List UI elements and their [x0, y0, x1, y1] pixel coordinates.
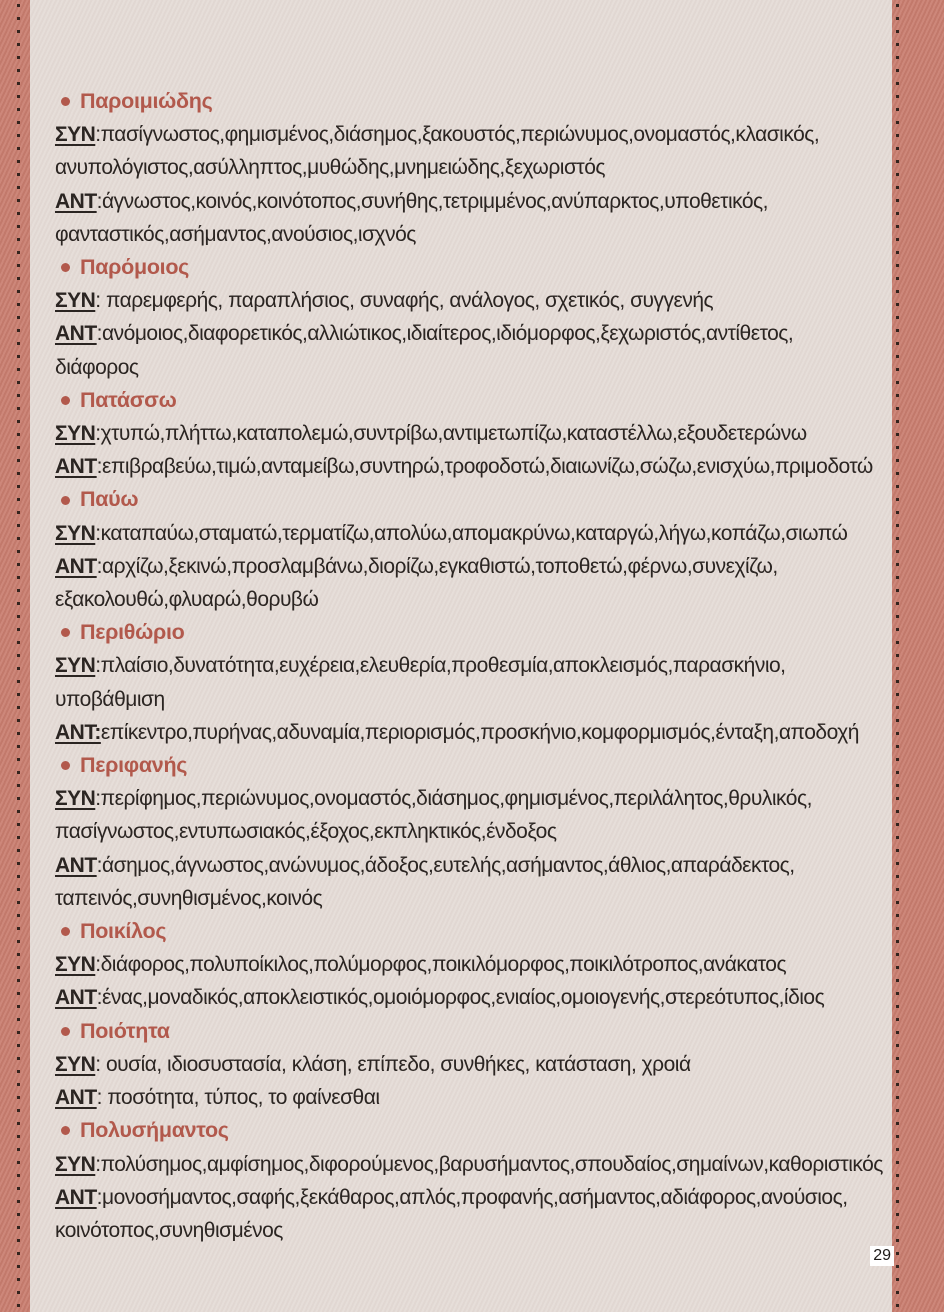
antonyms-line — [55, 1181, 878, 1214]
bullet-icon — [61, 927, 70, 936]
ant-label: ΑΝΤ — [55, 1086, 97, 1110]
antonyms-line-continued: διάφορος — [55, 355, 139, 379]
ant-text: :ένας,μοναδικός,αποκλειστικός,ομοιόμορφος,ενιαίος,ομοιογενής,στερεότυπος,ίδιος — [96, 986, 825, 1010]
antonyms-line-continued: εξακολουθώ,φλυαρώ,θορυβώ — [55, 588, 319, 612]
entry-header — [55, 915, 878, 948]
entry-headword: Περιφανής — [80, 753, 188, 778]
entry-headword: Πατάσσω — [80, 387, 177, 412]
dictionary-entry — [55, 749, 878, 915]
antonyms-line — [55, 450, 878, 483]
syn-text: : παρεμφερής, παραπλήσιος, συναφής, ανάλογος, σχετικός, συγγενής — [95, 289, 714, 313]
synonyms-line — [55, 782, 878, 815]
dictionary-entry — [55, 384, 878, 484]
synonyms-line — [55, 284, 878, 317]
syn-label: ΣΥΝ — [55, 521, 96, 545]
bullet-icon — [61, 761, 70, 770]
entry-headword: Παρόμοιος — [80, 255, 190, 280]
entry-header — [55, 749, 878, 782]
synonyms-line — [55, 1148, 883, 1181]
entry-headword: Περιθώριο — [80, 620, 185, 645]
syn-text: : ουσία, ιδιοσυστασία, κλάση, επίπεδο, συνθήκες, κατάσταση, χροιά — [95, 1052, 691, 1076]
bullet-icon — [61, 263, 70, 272]
entry-headword: Ποιότητα — [80, 1018, 170, 1043]
bullet-icon — [61, 496, 70, 505]
bullet-icon — [61, 1126, 70, 1135]
antonyms-line — [55, 981, 878, 1014]
syn-text: :περίφημος,περιώνυμος,ονομαστός,διάσημος,φημισμένος,περιλάλητος,θρυλικός, — [95, 787, 812, 811]
dotted-line-left — [17, 4, 20, 1312]
ant-label: ΑΝΤ — [55, 554, 97, 578]
ant-label: ΑΝΤ: — [55, 720, 101, 744]
antonyms-line-continued: φανταστικός,ασήμαντος,ανούσιος,ισχνός — [55, 222, 416, 246]
ant-label: ΑΝΤ — [55, 455, 97, 479]
ant-text: :ανόμοιος,διαφορετικός,αλλιώτικος,ιδιαίτερος,ιδιόμορφος,ξεχωριστός,αντίθετος, — [96, 322, 794, 346]
entry-headword: Παροιμιώδης — [80, 89, 213, 113]
bullet-icon — [61, 396, 70, 405]
ant-text: επίκεντρο,πυρήνας,αδυναμία,περιορισμός,προσκήνιο,κομφορμισμός,ένταξη,αποδοχή — [100, 720, 859, 744]
syn-label: ΣΥΝ — [55, 422, 96, 446]
syn-text: :χτυπώ,πλήττω,καταπολεμώ,συντρίβω,αντιμετωπίζω,καταστέλλω,εξουδετερώνω — [95, 422, 807, 446]
antonyms-line-continued: κοινότοπος,συνηθισμένος — [55, 1218, 283, 1242]
entry-header — [55, 1114, 878, 1147]
ant-label: ΑΝΤ — [55, 1185, 97, 1209]
dictionary-entry — [55, 483, 878, 616]
ant-text: : ποσότητα, τύπος, το φαίνεσθαι — [96, 1086, 380, 1110]
synonyms-line — [55, 1048, 878, 1081]
entry-headword: Παύω — [80, 487, 139, 512]
page-content — [30, 0, 892, 1312]
antonyms-line — [55, 1081, 878, 1114]
entry-header — [55, 384, 878, 417]
synonyms-line-continued: πασίγνωστος,εντυπωσιακός,έξοχος,εκπληκτικός,ένδοξος — [55, 820, 557, 844]
syn-text: :καταπαύω,σταματώ,τερματίζω,απολύω,απομακρύνω,καταργώ,λήγω,κοπάζω,σιωπώ — [95, 521, 848, 545]
ant-label: ΑΝΤ — [55, 322, 97, 346]
entry-header — [55, 251, 878, 284]
syn-text: :πασίγνωστος,φημισμένος,διάσημος,ξακουστός,περιώνυμος,ονομαστός,κλασικός, — [95, 123, 820, 147]
entry-headword: Ποικίλος — [80, 919, 167, 944]
ant-text: :επιβραβεύω,τιμώ,ανταμείβω,συντηρώ,τροφοδοτώ,διαιωνίζω,σώζω,ενισχύω,πριμοδοτώ — [96, 455, 873, 479]
syn-label: ΣΥΝ — [55, 1152, 96, 1176]
ant-text: :άσημος,άγνωστος,ανώνυμος,άδοξος,ευτελής,ασήμαντος,άθλιος,απαράδεκτος, — [96, 853, 795, 877]
antonyms-line — [55, 716, 878, 749]
dictionary-entry — [55, 85, 878, 251]
entry-headword: Πολυσήμαντος — [80, 1118, 229, 1143]
decorative-border-left — [0, 0, 30, 1312]
bullet-icon — [61, 628, 70, 637]
ant-label: ΑΝΤ — [55, 189, 97, 213]
entry-header — [55, 483, 878, 516]
antonyms-line — [55, 550, 878, 583]
antonyms-line — [55, 185, 878, 218]
dictionary-entry — [55, 1015, 878, 1115]
antonyms-line — [55, 317, 878, 350]
ant-text: :αρχίζω,ξεκινώ,προσλαμβάνω,διορίζω,εγκαθιστώ,τοποθετώ,φέρνω,συνεχίζω, — [96, 554, 778, 578]
syn-label: ΣΥΝ — [55, 289, 96, 313]
syn-label: ΣΥΝ — [55, 1052, 96, 1076]
synonyms-line-continued: υποβάθμιση — [55, 687, 165, 711]
dictionary-entry — [55, 915, 878, 1015]
ant-label: ΑΝΤ — [55, 853, 97, 877]
bullet-icon — [61, 1027, 70, 1036]
entry-header — [55, 1015, 878, 1048]
synonyms-line — [55, 118, 878, 151]
synonyms-line — [55, 649, 878, 682]
synonyms-line — [55, 417, 878, 450]
syn-text: :πολύσημος,αμφίσημος,διφορούμενος,βαρυσήμαντος,σπουδαίος,σημαίνων,καθοριστικός — [95, 1152, 883, 1176]
syn-label: ΣΥΝ — [55, 953, 96, 977]
antonyms-line — [55, 849, 878, 882]
dotted-line-right — [896, 4, 899, 1312]
synonyms-line-continued: ανυπολόγιστος,ασύλληπτος,μυθώδης,μνημειώδης,ξεχωριστός — [55, 156, 605, 180]
synonyms-line — [55, 517, 878, 550]
synonyms-line — [55, 948, 878, 981]
page-number: 29 — [870, 1246, 894, 1266]
dictionary-entry — [55, 251, 878, 384]
syn-text: :πλαίσιο,δυνατότητα,ευχέρεια,ελευθερία,προθεσμία,αποκλεισμός,παρασκήνιο, — [95, 654, 786, 678]
dictionary-entry — [55, 1114, 883, 1247]
bullet-icon — [61, 97, 70, 106]
ant-label: ΑΝΤ — [55, 986, 97, 1010]
entry-header — [55, 616, 878, 649]
syn-label: ΣΥΝ — [55, 787, 96, 811]
syn-text: :διάφορος,πολυποίκιλος,πολύμορφος,ποικιλόμορφος,ποικιλότροπος,ανάκατος — [95, 953, 787, 977]
ant-text: :άγνωστος,κοινός,κοινότοπος,συνήθης,τετριμμένος,ανύπαρκτος,υποθετικός, — [96, 189, 769, 213]
decorative-border-right — [892, 0, 944, 1312]
ant-text: :μονοσήμαντος,σαφής,ξεκάθαρος,απλός,προφανής,ασήμαντος,αδιάφορος,ανούσιος, — [96, 1185, 848, 1209]
syn-label: ΣΥΝ — [55, 123, 96, 147]
entry-header — [55, 85, 878, 118]
antonyms-line-continued: ταπεινός,συνηθισμένος,κοινός — [55, 886, 323, 910]
syn-label: ΣΥΝ — [55, 654, 96, 678]
dictionary-entry — [55, 616, 878, 749]
